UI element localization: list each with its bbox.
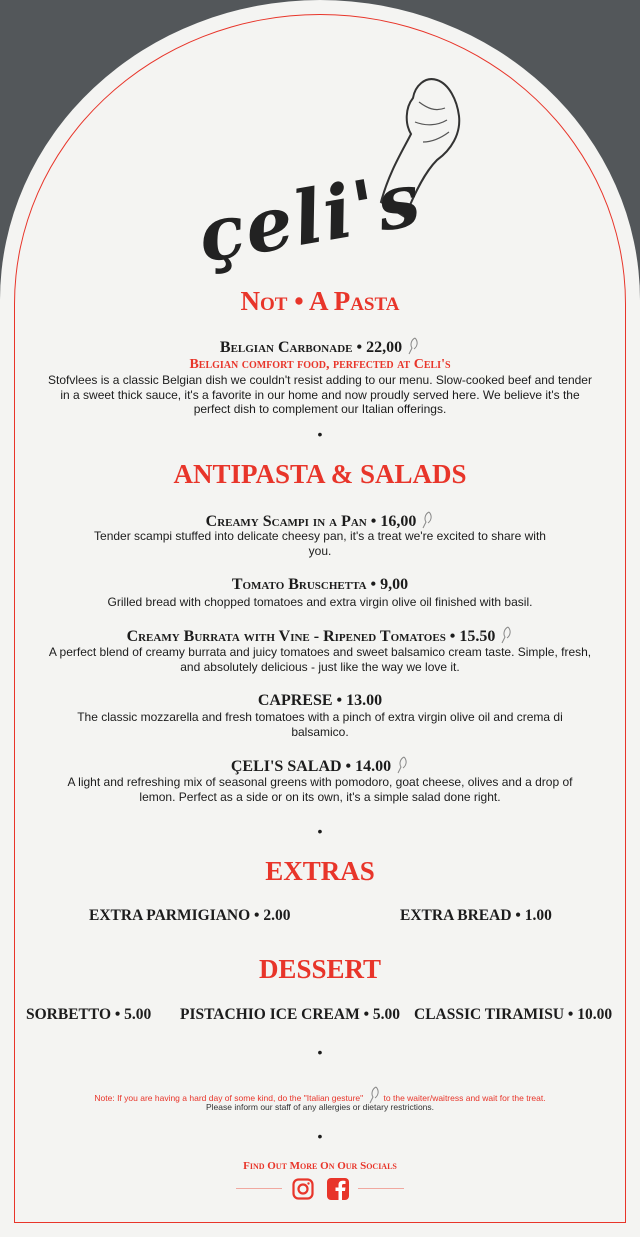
item-title: CAPRESE • 13.00 [257, 692, 383, 709]
divider-dot: • [317, 1128, 323, 1144]
divider-line [358, 1188, 404, 1189]
heading-dessert: DESSERT [258, 954, 382, 984]
item-desc: A light and refreshing mix of seasonal greens with pomodoro, goat cheese, olives and a drop of lemon. Perfect as a side or on its own, it's a simple salad done right. [67, 775, 573, 804]
item-desc: Stofvlees is a classic Belgian dish we couldn't resist adding to our menu. Slow-cooked beef and tender in a sweet thick sauce, it's a favorite in our home and now proudly served here. We believe it's the perfect dish to complement our Italian offerings. [48, 373, 592, 416]
gesture-icon [406, 337, 420, 355]
facebook-icon[interactable] [327, 1178, 349, 1200]
divider-dot: • [317, 426, 323, 442]
item-title: Creamy Scampi in a Pan • 16,00 [0, 511, 640, 531]
heading-not-a-pasta: Not • A Pasta [240, 286, 400, 316]
item-desc: The classic mozzarella and fresh tomatoes with a pinch of extra virgin olive oil and crema di balsamico. [77, 710, 563, 739]
divider-dot: • [317, 823, 323, 839]
item-title: Creamy Burrata with Vine - Ripened Tomatoes • 15.50 [0, 626, 640, 646]
dessert-item: PISTACHIO ICE CREAM • 5.00 [180, 1006, 401, 1023]
dessert-item: CLASSIC TIRAMISU • 10.00 [414, 1006, 613, 1023]
divider-line [236, 1188, 282, 1189]
gesture-note: Note: If you are having a hard day of some kind, do the "Italian gesture" to the waiter/waitress and wait for the treat. [0, 1086, 640, 1104]
dessert-item: SORBETTO • 5.00 [26, 1006, 152, 1023]
item-title: ÇELI'S SALAD • 14.00 [0, 756, 640, 776]
socials-label: Find Out More On Our Socials [243, 1160, 397, 1172]
gesture-icon [395, 756, 409, 774]
item-desc: A perfect blend of creamy burrata and juicy tomatoes and sweet balsamico cream taste. Simple, fresh, and absolutely delicious - just like the way we love it. [48, 645, 592, 674]
item-title: Belgian Carbonade • 22,00 [0, 337, 640, 357]
allergy-note: Please inform our staff of any allergies or dietary restrictions. [205, 1102, 435, 1112]
extra-item: EXTRA PARMIGIANO • 2.00 [89, 907, 291, 924]
item-subtitle: Belgian comfort food, perfected at Celi's [189, 357, 451, 372]
heading-extras: EXTRAS [265, 856, 375, 886]
heading-antipasta: ANTIPASTA & SALADS [173, 459, 467, 489]
logo: çeli's [191, 156, 429, 280]
item-desc: Grilled bread with chopped tomatoes and extra virgin olive oil finished with basil. [107, 595, 533, 609]
item-desc: Tender scampi stuffed into delicate cheesy pan, it's a treat we're excited to share with you. [94, 529, 546, 558]
gesture-icon [499, 626, 513, 644]
item-title: Tomato Bruschetta • 9,00 [231, 576, 409, 593]
extra-item: EXTRA BREAD • 1.00 [400, 907, 552, 924]
instagram-icon[interactable] [292, 1178, 314, 1200]
divider-dot: • [317, 1044, 323, 1060]
gesture-icon [420, 511, 434, 529]
